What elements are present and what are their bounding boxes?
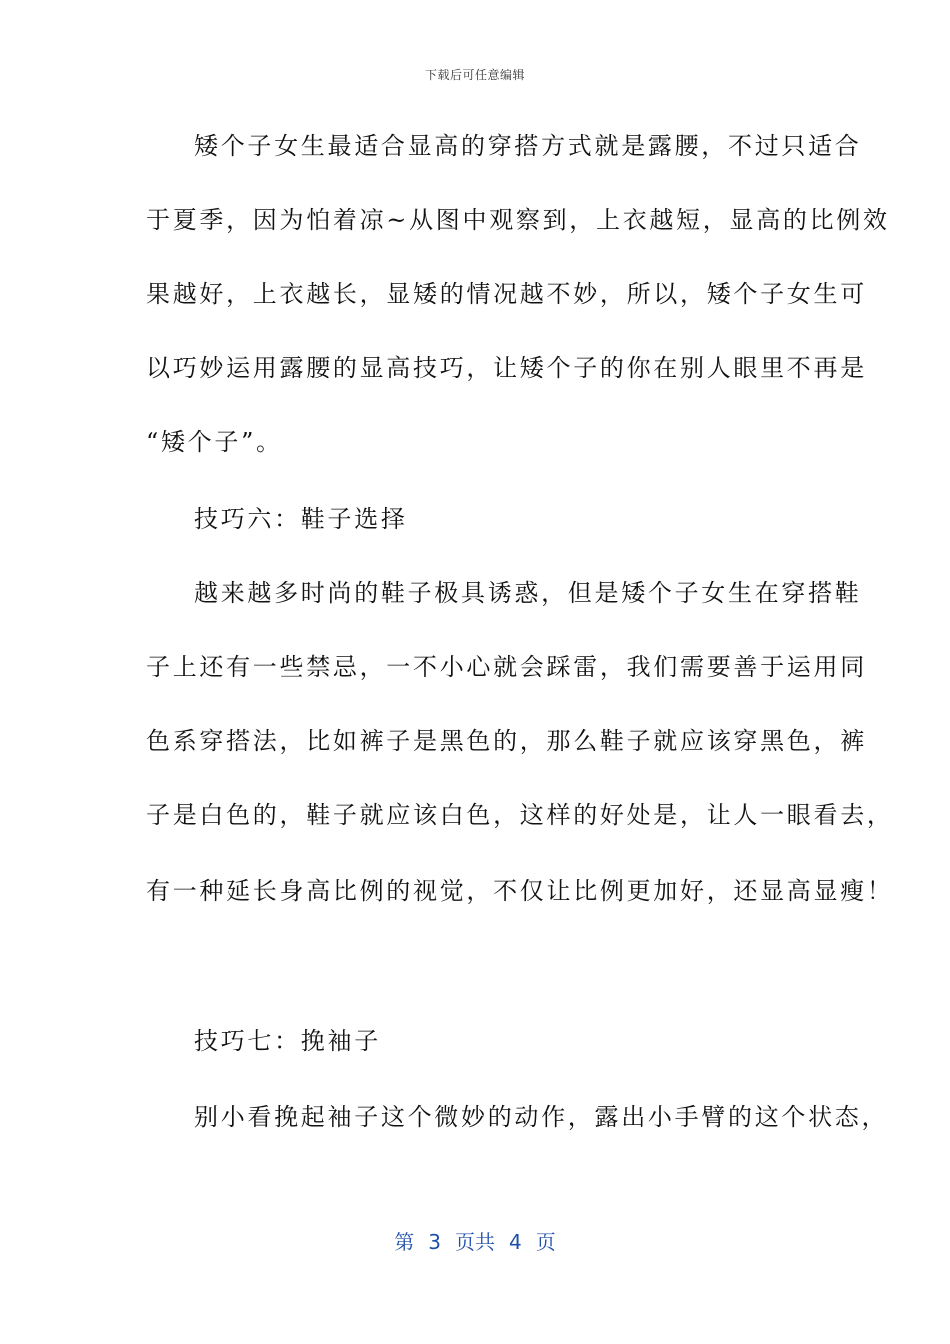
section-heading: 技巧六：鞋子选择 bbox=[194, 505, 408, 533]
body-line: 子是白色的，鞋子就应该白色，这样的好处是，让人一眼看去， bbox=[146, 801, 894, 829]
current-page-number: 3 bbox=[428, 1230, 441, 1254]
footer-middle: 页共 bbox=[455, 1230, 495, 1254]
body-line: 子上还有一些禁忌，一不小心就会踩雷，我们需要善于运用同 bbox=[146, 653, 867, 681]
total-pages-number: 4 bbox=[509, 1230, 522, 1254]
body-line: 于夏季，因为怕着凉~从图中观察到，上衣越短，显高的比例效 bbox=[146, 206, 890, 234]
body-line: 矮个子女生最适合显高的穿搭方式就是露腰，不过只适合 bbox=[194, 132, 862, 160]
page-header: 下载后可任意编辑 bbox=[424, 68, 525, 82]
footer-prefix: 第 bbox=[394, 1230, 415, 1254]
body-line: 越来越多时尚的鞋子极具诱惑，但是矮个子女生在穿搭鞋 bbox=[194, 579, 862, 607]
body-line: 别小看挽起袖子这个微妙的动作，露出小手臂的这个状态， bbox=[194, 1103, 889, 1131]
page-footer bbox=[0, 1226, 950, 1255]
body-line: 果越好，上衣越长，显矮的情况越不妙，所以，矮个子女生可 bbox=[146, 280, 867, 308]
body-line: 以巧妙运用露腰的显高技巧，让矮个子的你在别人眼里不再是 bbox=[146, 354, 867, 382]
footer-suffix: 页 bbox=[535, 1230, 556, 1254]
body-line: “矮个子”。 bbox=[146, 428, 283, 456]
body-line: 色系穿搭法，比如裤子是黑色的，那么鞋子就应该穿黑色，裤 bbox=[146, 727, 867, 755]
body-line: 有一种延长身高比例的视觉，不仅让比例更加好，还显高显瘦！ bbox=[146, 877, 894, 905]
section-heading: 技巧七：挽袖子 bbox=[194, 1027, 381, 1055]
